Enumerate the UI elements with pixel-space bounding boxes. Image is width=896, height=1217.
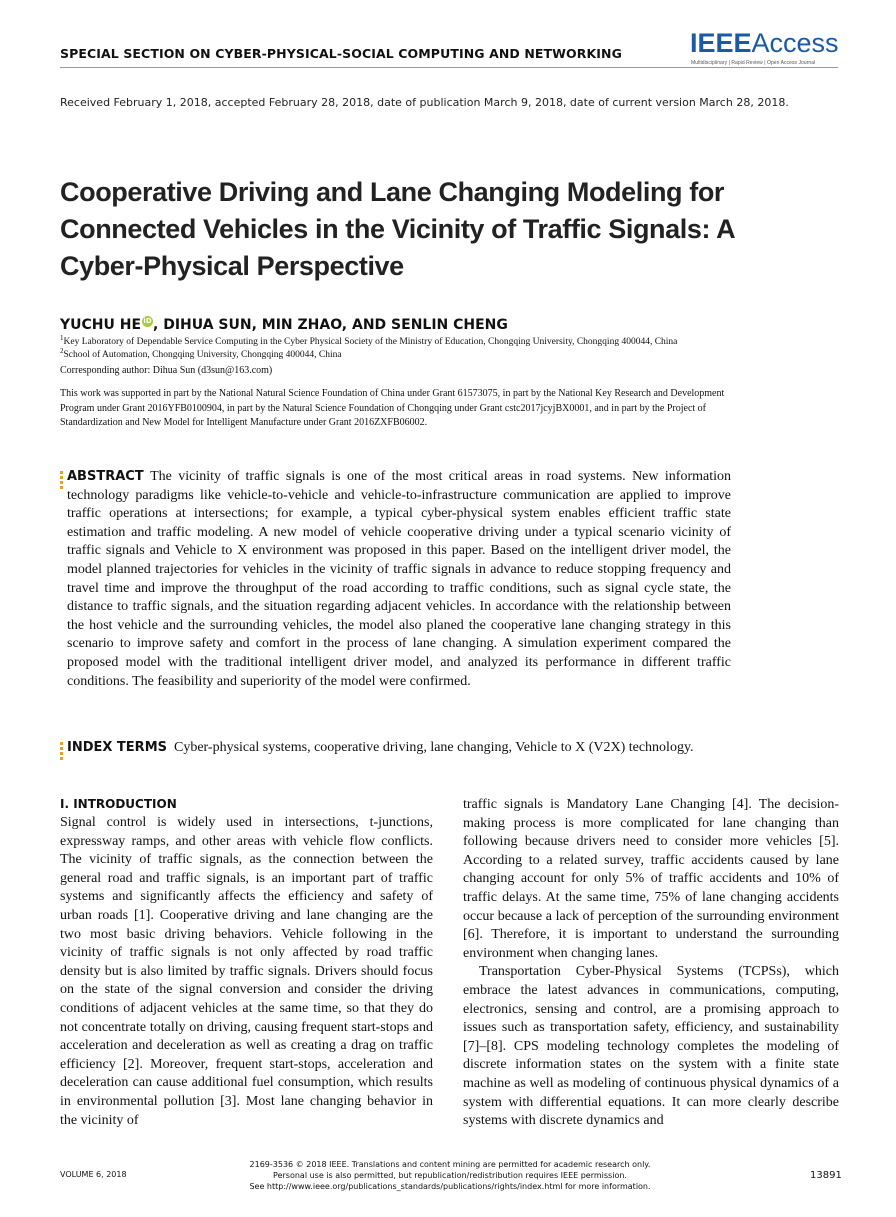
page-number: 13891 [810, 1170, 842, 1181]
license-notice [200, 1159, 700, 1192]
license-line-1: 2169-3536 © 2018 IEEE. Translations and content mining are permitted for academic research only. [249, 1160, 651, 1169]
left-column [60, 814, 433, 1130]
author-list [60, 316, 508, 333]
intro-paragraph-1: Signal control is widely used in intersections, t-junctions, expressway ramps, and other areas with vehicle flow conflicts. The vicinity of traffic signals, as the connection between the general road and traffic signals, is an important part of traffic systems and significantly affects the efficiency and safety of urban roads [1]. Cooperative driving and lane changing are the two most basic driving behaviors. Vehicle following in the vicinity of traffic signals is not only affected by road traffic density but is also limited by traffic signals. Drivers should focus on the state of the signal conversion and consider the driving conditions of adjacent vehicles at the same time, so that they do not concentrate totally on driving, causing frequent start-stops and acceleration and deceleration as well as creating a drag on traffic efficiency [2]. Moreover, frequent start-stops, acceleration and deceleration can cause additional fuel consumption, which results in environmental pollution [3]. Most lane changing behavior in the vicinity of [60, 815, 433, 1128]
affiliation-marker: 1 [60, 334, 64, 342]
license-line-3[interactable]: See http://www.ieee.org/publications_standards/publications/rights/index.html for more information. [249, 1182, 651, 1191]
intro-paragraph-2: Transportation Cyber-Physical Systems (TCPSs), which embrace the latest advances in communications, computing, electronics, sensing and control, are a promising approach to issues such as transportation safety, efficiency, and sustainability [7]–[8]. CPS modeling technology completes the modeling of discrete information states on the system with a finite state machine as well as modeling of continuous physical dynamics of a system with differential equations. It can more clearly describe systems with discrete dynamics and [463, 964, 839, 1129]
affiliation-2 [60, 347, 342, 360]
affiliation-1 [60, 334, 677, 347]
abstract-text: The vicinity of traffic signals is one of the most critical areas in road systems. New information technology paradigms like vehicle-to-vehicle and vehicle-to-infrastructure communication are applied to improve traffic operations at intersections; for example, a typical cyber-physical system enables efficient traffic state estimation and traffic modeling. A new model of vehicle cooperative driving under a typical scenario vicinity of traffic signals and Vehicle to X environment was proposed in this paper. Based on the intelligent driver model, the model planned trajectories for vehicles in the vicinity of traffic signals in advance to reduce stopping frequency and travel time and improve the throughput of the road according to traffic conditions, such as signal cycle state, the distance to traffic signals, and the situation regarding adjacent vehicles. In accordance with the relationship between the host vehicle and the surrounding vehicles, the model also planed the cooperative lane changing strategy in this scenario to improve safety and comfort in the process of lane changing. A simulation experiment compared the proposed model with the traditional intelligent driver model, and analyzed its performance in different traffic conditions. The feasibility and superiority of the model were confirmed. [67, 469, 732, 689]
section-heading: I. INTRODUCTION [60, 797, 177, 811]
header-divider [60, 67, 838, 68]
logo-tagline: Multidisciplinary | Rapid Review | Open Access Journal [691, 60, 816, 66]
logo-access-text: Access [751, 28, 839, 58]
abstract-label: ABSTRACT [67, 469, 144, 484]
affiliation-text: School of Automation, Chongqing University, Chongqing 400044, China [63, 350, 342, 361]
logo-ieee-text: IEEE [690, 28, 752, 58]
index-terms-block [67, 739, 731, 758]
index-terms-label: INDEX TERMS [67, 740, 167, 755]
corresponding-author: Corresponding author: Dihua Sun (d3sun@163.com) [60, 365, 273, 376]
index-terms-marker-icon [60, 742, 63, 762]
special-section-header: SPECIAL SECTION ON CYBER-PHYSICAL-SOCIAL COMPUTING AND NETWORKING [60, 46, 622, 61]
abstract-block [67, 468, 731, 691]
volume-info: VOLUME 6, 2018 [60, 1170, 127, 1179]
affiliation-text: Key Laboratory of Dependable Service Computing in the Cyber Physical Society of the Ministry of Education, Chongqing University, Chongqing 400044, China [63, 337, 678, 348]
license-line-2: Personal use is also permitted, but republication/redistribution requires IEEE permission. [273, 1171, 627, 1180]
intro-paragraph-continued: traffic signals is Mandatory Lane Changing [4]. The decision-making process is more complicated for lane changing than following because drivers need to consider more vehicles [5]. According to a related survey, traffic accidents caused by lane changing account for only 5% of traffic accidents and 10% of traffic delays. At the same time, 75% of lane changing accidents occur because a lack of perception of the surrounding environment [6]. Therefore, it is important to understand the surrounding environment when changing lanes. [463, 797, 839, 961]
ieee-access-logo [690, 28, 840, 68]
affiliation-marker: 2 [60, 347, 64, 355]
first-author: YUCHU HE [60, 317, 142, 333]
abstract-marker-icon [60, 471, 63, 491]
index-terms-text: Cyber-physical systems, cooperative driving, lane changing, Vehicle to X (V2X) technology. [174, 740, 694, 755]
received-dates: Received February 1, 2018, accepted February 28, 2018, date of publication March 9, 2018, date of current version March 28, 2018. [60, 96, 789, 109]
paper-title: Cooperative Driving and Lane Changing Modeling for Connected Vehicles in the Vicinity of Traffic Signals: A Cyber-Physical Perspective [60, 177, 735, 281]
orcid-icon[interactable]: iD [143, 317, 152, 325]
right-column [463, 796, 839, 1131]
funding-note: This work was supported in part by the National Natural Science Foundation of China under Grant 61573075, in part by the National Key Research and Development Program under Grant 2016YFB0100904, in part by the Natural Science Foundation of Chongqing under Grant cstc2017jcyjBX0001, and in part by the Project of Standardization and New Model for Intelligent Manufacture under Grant 2016ZXFB06002. [60, 388, 725, 429]
other-authors: , DIHUA SUN, MIN ZHAO, AND SENLIN CHENG [153, 317, 508, 333]
